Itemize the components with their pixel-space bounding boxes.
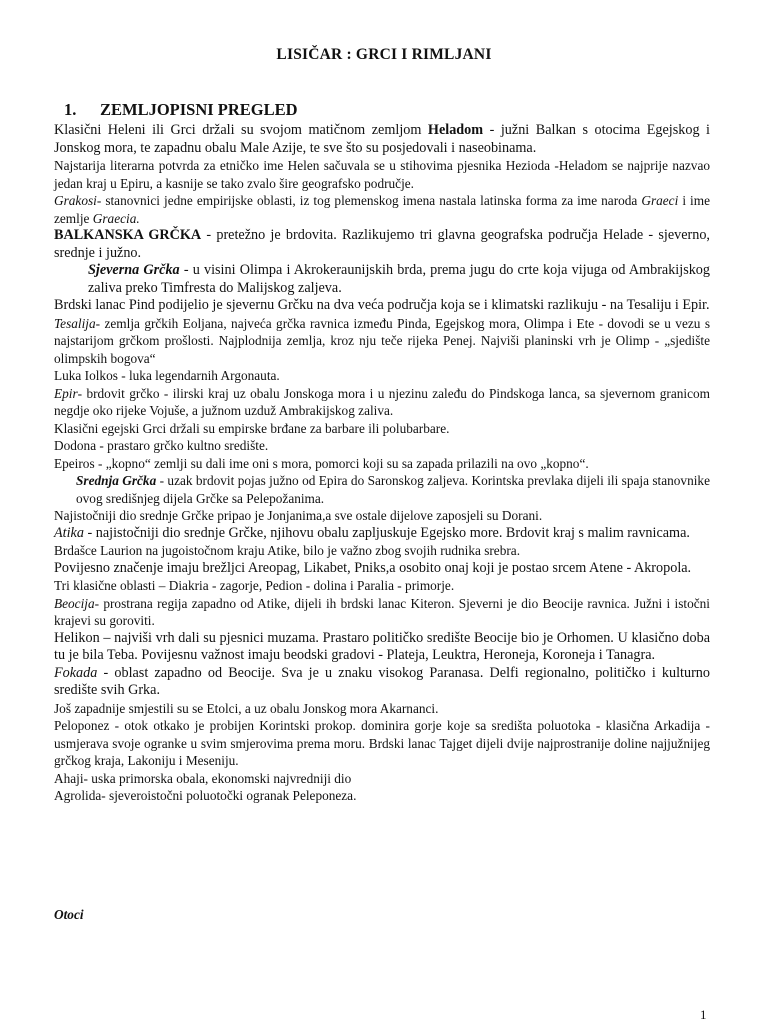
- term-heladom: Heladom: [427, 122, 484, 138]
- term-srednja-grcka: Srednja Grčka: [76, 473, 157, 488]
- text-run: - u visini Olimpa i Akrokeraunijskih brda, prema jugu do crte koja vijuga od Ambrakijskog zaliva preko Timfresta do Malijskog zaljeva.: [88, 262, 710, 296]
- text-run: Klasični Heleni ili Grci držali su svojom matičnom zemljom: [54, 122, 428, 138]
- paragraph: Dodona - prastaro grčko kultno središte.: [54, 438, 269, 453]
- text-run: - najistočniji dio srednje Grčke, njihovu obalu zapljuskuje Egejsko more. Brdovit kraj s malim ravnicama.: [83, 524, 690, 541]
- paragraph: Povijesno značenje imaju brežljci Areopag, Likabet, Pniks,a osobito onaj koji je postao srcem Atene - Akropola.: [54, 559, 692, 576]
- paragraph: [54, 192, 710, 227]
- term-sjeverna-grcka: Sjeverna Grčka: [88, 262, 180, 278]
- paragraph: Agrolida- sjeveroistočni poluotočki ogranak Peleponeza.: [54, 788, 357, 803]
- section-heading: [64, 101, 298, 119]
- paragraph: Još zapadnije smjestili su se Etolci, a uz obalu Jonskog mora Akarnanci.: [54, 700, 439, 716]
- paragraph: Peloponez - otok otkako je probijen Korintski prokop. dominira gorje koje sa središta poluotoka - klasična Arkadija - usmjerava svoje ogranke u svim smjerovima prema moru. Brdski lanac Tajget dijeli dvije najprostranije doline najjužnijeg grčkog kraja, Lakoniju i Meseniju.: [54, 718, 710, 768]
- term-atika: Atika: [54, 524, 84, 541]
- paragraph: Najistočniji dio srednje Grčke pripao je Jonjanima,a sve ostale dijelove zaposjeli su Dorani.: [54, 508, 543, 523]
- paragraph: [54, 665, 710, 700]
- text-run: - stanovnici jedne empirijske oblasti, iz tog plemenskog imena nastala latinska forma za ime naroda: [96, 193, 642, 208]
- paragraph: [54, 472, 710, 507]
- text-run: - južni Balkan s otocima Egejskog i Jonskog mora, te zapadnu obalu Male Azije, te sve što su posjedovali i naseobinama.: [54, 122, 711, 156]
- paragraph: Ahaji- uska primorska obala, ekonomski najvredniji dio: [54, 770, 352, 786]
- paragraph: [54, 227, 710, 262]
- paragraph: Tri klasične oblasti – Diakria - zagorje, Pedion - dolina i Paralia - primorje.: [54, 578, 455, 593]
- paragraph: Brdski lanac Pind podijelio je sjevernu Grčku na dva veća područja koja se i klimatski razlikuju - na Tesaliju i Epir.: [54, 297, 710, 313]
- paragraph: [54, 385, 710, 420]
- term-graecia: Graecia.: [92, 210, 140, 226]
- paragraph: [54, 315, 710, 368]
- term-tesalija: Tesalija: [54, 315, 96, 331]
- paragraph: Epeiros - „kopno“ zemlji su dali ime oni s mora, pomorci koji su sa zapada prilazili na ovo „kopno“.: [54, 455, 589, 471]
- paragraph: Brdašce Laurion na jugoistočnom kraju Atike, bilo je važno zbog svojih rudnika srebra.: [54, 543, 521, 558]
- paragraph: Najstarija literarna potvrda za etničko ime Helen sačuvala se u stihovima pjesnika Hezioda -Heladom se najprije nazvao jedan kraj u Epiru, a kasnije se tako zvalo šire geografsko područje.: [54, 158, 710, 191]
- subheading-otoci: Otoci: [54, 907, 84, 922]
- term-balkanska-grcka: BALKANSKA GRČKA: [54, 227, 202, 243]
- text-run: - zemlja grčkih Eoljana, najveća grčka ravnica između Pinda, Egejskog mora, Olimpa i Ete - dovodi se u vezu s najstarijom grčkom prošlosti. Najplodnija zemlja, kroz nju teče rijeka Penej. Najviši planinski vrh je Olimp - „sjedište olimpskih bogova“: [54, 315, 710, 366]
- text-run: - uzak brdovit pojas južno od Epira do Saronskog zaljeva. Korintska prevlaka dijeli ili spaja stanovnike ovog središnjeg dijela Grčke sa Pelepožanima.: [76, 473, 710, 506]
- paragraph: [54, 595, 710, 630]
- term-grakosi: Grakosi: [54, 193, 97, 208]
- document-title: LISIČAR : GRCI I RIMLJANI: [276, 46, 492, 63]
- paragraph: [54, 122, 710, 157]
- text-run: - brdovit grčko - ilirski kraj uz obalu Jonskoga mora i u njezinu zaleđu do Pindskoga lanca, sa sjevernom granicom negdje oko rijeke Vojuše, a južnom uzduž Ambrakijskog zaliva.: [54, 385, 710, 418]
- paragraph: [54, 262, 710, 297]
- paragraph: Klasični egejski Grci držali su empirske brđane za barbare ili polubarbare.: [54, 420, 450, 436]
- term-epir: Epir: [54, 385, 78, 401]
- page-number: 1: [700, 1007, 707, 1022]
- document-body: [54, 122, 710, 805]
- paragraph: [54, 525, 710, 543]
- text-run: i ime zemlje: [54, 193, 710, 226]
- text-run: - pretežno je brdovita. Razlikujemo tri glavna geografska područja Helade - sjeverno, srednje i južno.: [54, 227, 710, 261]
- section-title: ZEMLJOPISNI PREGLED: [100, 100, 298, 119]
- section-number: 1.: [64, 100, 77, 119]
- text-run: - prostrana regija zapadno od Atike, dijeli ih brdski lanac Kiteron. Sjeverni je dio Beocije ravnica. Južni i istočni krajevi su goroviti.: [54, 595, 710, 628]
- term-fokada: Fokada: [54, 664, 98, 681]
- term-beocija: Beocija: [54, 595, 95, 611]
- paragraph: Helikon – najviši vrh dali su pjesnici muzama. Prastaro političko središte Beocije bio je Orhomen. U klasično doba tu je bila Teba. Povijesnu važnost imaju beodski gradovi - Plateja, Leuktra, Heroneja, Koroneja i Tanagra.: [54, 629, 710, 663]
- text-run: - oblast zapadno od Beocije. Sva je u znaku visokog Paranasa. Delfi regionalno, političko i kulturno središte svih Grka.: [54, 664, 710, 698]
- term-graeci: Graeci: [641, 193, 679, 208]
- paragraph: Luka Iolkos - luka legendarnih Argonauta.: [54, 368, 280, 383]
